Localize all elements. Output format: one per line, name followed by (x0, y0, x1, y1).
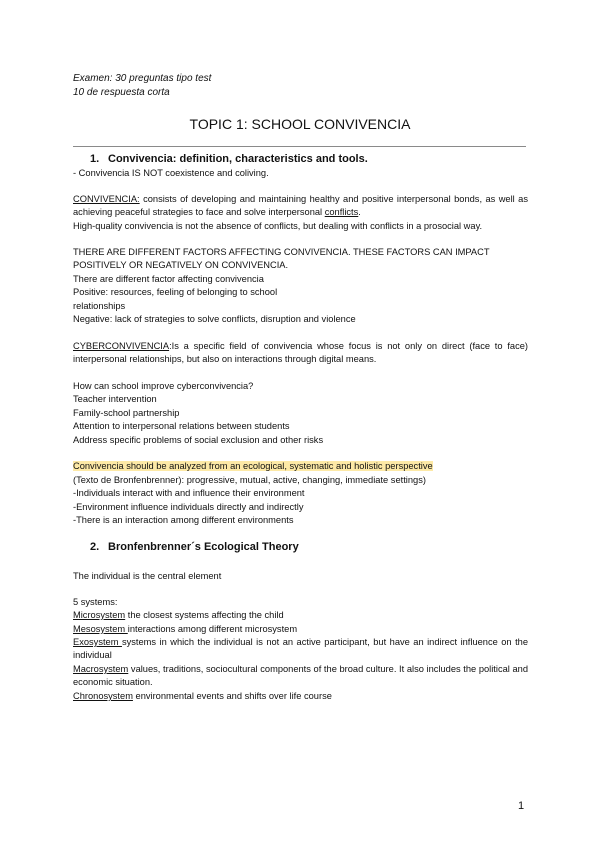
improve-question: How can school improve cyberconvivencia? (73, 381, 254, 391)
improve-item: Address specific problems of social exclusion and other risks (73, 435, 324, 445)
convivencia-definition (73, 193, 528, 220)
conflicts-link[interactable]: conflicts (324, 207, 359, 218)
cyberconvivencia-definition (73, 340, 528, 367)
system-mesosystem (73, 623, 297, 636)
improve-item: Teacher intervention (73, 394, 157, 404)
definition-end: . (358, 207, 361, 218)
system-text: environmental events and shifts over life course (132, 691, 332, 701)
factors-line-1: There are different factor affecting convivencia (73, 274, 264, 284)
convivencia-definition-text: consists of developing and maintaining healthy and positive interpersonal bonds, as well as achieving peaceful strategies to face and solve interpersonal (73, 194, 528, 218)
system-macrosystem (73, 663, 528, 690)
section-2-number: 2. (90, 541, 100, 553)
factors-line-2: Positive: resources, feeling of belonging to school (73, 287, 278, 297)
system-chronosystem (73, 690, 332, 703)
exam-line-2: 10 de respuesta corta (73, 87, 170, 98)
system-text: interactions among different microsystem (127, 624, 298, 634)
systems-intro: 5 systems: (73, 597, 118, 607)
factors-caps-line-1: THERE ARE DIFFERENT FACTORS AFFECTING CONVIVENCIA. THESE FACTORS CAN IMPACT (73, 247, 490, 257)
factors-line-3: relationships (73, 301, 126, 311)
quality-statement: High-quality convivencia is not the absence of conflicts, but dealing with conflicts in a prosocial way. (73, 221, 483, 231)
cyberconvivencia-text: :Is a specific field of convivencia whose focus is not only on direct (face to face) interpersonal relationships, but also on interactions through digital means. (73, 341, 528, 365)
system-text: the closest systems affecting the child (125, 610, 284, 620)
system-term: Microsystem (73, 610, 126, 620)
section-1-number: 1. (90, 153, 100, 165)
system-text: systems in which the individual is not an active participant, but have an indirect influence on the individual (73, 637, 529, 661)
system-term: Chronosystem (73, 691, 133, 701)
page-title: TOPIC 1: SCHOOL CONVIVENCIA (189, 116, 411, 132)
bronfenbrenner-line: -Environment influence individuals directly and indirectly (73, 502, 304, 512)
improve-item: Attention to interpersonal relations between students (73, 421, 290, 431)
cyberconvivencia-term: CYBERCONVIVENCIA (73, 341, 170, 351)
exam-line-1: Examen: 30 preguntas tipo test (73, 73, 212, 84)
section-1-heading (90, 153, 368, 166)
convivencia-term: CONVIVENCIA: (73, 194, 140, 204)
factors-caps-line-2: POSITIVELY OR NEGATIVELY ON CONVIVENCIA. (73, 260, 289, 270)
central-element: The individual is the central element (73, 571, 222, 581)
system-term: Mesosystem (73, 624, 128, 634)
bronfenbrenner-line: -There is an interaction among different environments (73, 515, 294, 525)
title-divider (73, 146, 526, 147)
bronfenbrenner-line: -Individuals interact with and influence their environment (73, 488, 305, 498)
system-text: values, traditions, sociocultural components of the broad culture. It also includes the political and economic situation. (73, 664, 528, 688)
ecological-highlight (73, 460, 433, 473)
section-2-heading (90, 541, 299, 554)
system-term: Exosystem (73, 637, 122, 647)
improve-item: Family-school partnership (73, 408, 180, 418)
system-term: Macrosystem (73, 664, 129, 674)
system-microsystem (73, 609, 284, 622)
bronfenbrenner-line: (Texto de Bronfenbrenner): progressive, mutual, active, changing, immediate settings) (73, 475, 426, 485)
section-2-title: Bronfenbrenner´s Ecological Theory (108, 541, 299, 553)
highlight-text: Convivencia should be analyzed from an ecological, systematic and holistic perspective (73, 461, 433, 471)
page-number: 1 (518, 800, 525, 812)
factors-line-4: Negative: lack of strategies to solve conflicts, disruption and violence (73, 314, 356, 324)
system-exosystem (73, 636, 528, 663)
section-1-title: Convivencia: definition, characteristics and tools. (108, 153, 368, 165)
convivencia-note: - Convivencia IS NOT coexistence and coliving. (73, 168, 269, 178)
